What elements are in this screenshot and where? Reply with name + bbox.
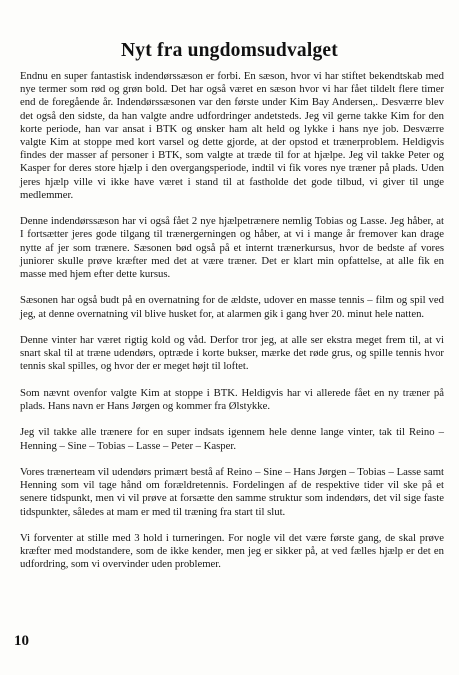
paragraph-6: Jeg vil takke alle trænere for en super indsats igennem hele denne lange vinter, tak til Reino – Henning – Sine – Tobias – Lasse – Peter – Kasper. xyxy=(20,426,444,452)
paragraph-2: Denne indendørssæson har vi også fået 2 nye hjælpetrænere nemlig Tobias og Lasse. Jeg håber, at I fortsætter jeres gode tilgang til trænergerningen og håber, at vi i mange år fremover kan drage nytte af jer som trænere. Sæsonen bød også på et internt trænerkursus, hvor de bedste af vores juniorer skulle prøve kræfter med det at være træner. Det er klart min opfattelse, at alle fik en masse med hjem efter dette kursus. xyxy=(20,215,444,281)
page-title: Nyt fra ungdomsudvalget xyxy=(121,40,338,61)
paragraph-3: Sæsonen har også budt på en overnatning for de ældste, udover en masse tennis – film og spil ved jeg, at denne overnatning vil blive husket for, at alarmen gik i gang hver 20. minut hele natten. xyxy=(20,294,444,320)
paragraph-8: Vi forventer at stille med 3 hold i turneringen. For nogle vil det være første gang, de skal prøve kræfter med modstandere, som de ikke kender, men jeg er sikker på, at ved fælles hjælp er det en udfordring, som vi overvinder uden problemer. xyxy=(20,532,444,571)
paragraph-5: Som nævnt ovenfor valgte Kim at stoppe i BTK. Heldigvis har vi allerede fået en ny træner på plads. Hans navn er Hans Jørgen og kommer fra Ølstykke. xyxy=(20,386,444,413)
article-body xyxy=(20,70,444,585)
page-number: 10 xyxy=(14,633,29,649)
paragraph-7: Vores trænerteam vil udendørs primært bestå af Reino – Sine – Hans Jørgen – Tobias – Lasse samt Henning som vil tage hånd om forældretennis. Fordelingen af de respektive tider vil ske på et senere tidspunkt, men vi vil prøve at forsætte den samme struktur som indendørs, det vil sige faste tidspunkter, således at mam er med til træning fra start til slut. xyxy=(20,466,444,518)
paragraph-1: Endnu en super fantastisk indendørssæson er forbi. En sæson, hvor vi har stiftet bekendtskab med nye termer som rød og grøn bold. Det har også været en sæson hvor vi har fået tildelt flere timer end de foregående år. Indendørssæsonen var den første under Kim Bay Andersen,. Desværre blev det også den sidste, da han valgte andre udfordringer andetsteds. Jeg vil gerne takke Kim for den korte periode, han var ansat i BTK og ønsker ham alt held og lykke i hans nye job. Desværre valgte Kim at stoppe med kort varsel og dette gjorde, at der opstod et trænerproblem. Heldigvis findes der masser af personer i BTK, som valgte at træde til for at hjælpe. Jeg vil takke Peter og Kasper for deres store hjælp i den overgangsperiode, indtil vi fik vores nye træner på plads. Uden jeres hjælp ville vi ikke have været i stand til at fastholde det gode tilbud, vi giver til unge medlemmer. xyxy=(20,70,444,201)
paragraph-4: Denne vinter har været rigtig kold og våd. Derfor tror jeg, at alle ser ekstra meget frem til, at vi snart skal til at træne udendørs, optræde i korte bukser, mærke det røde grus, og spille tennis hvor tennis skal spilles, og hvor der er meget højt til loftet. xyxy=(20,334,444,373)
